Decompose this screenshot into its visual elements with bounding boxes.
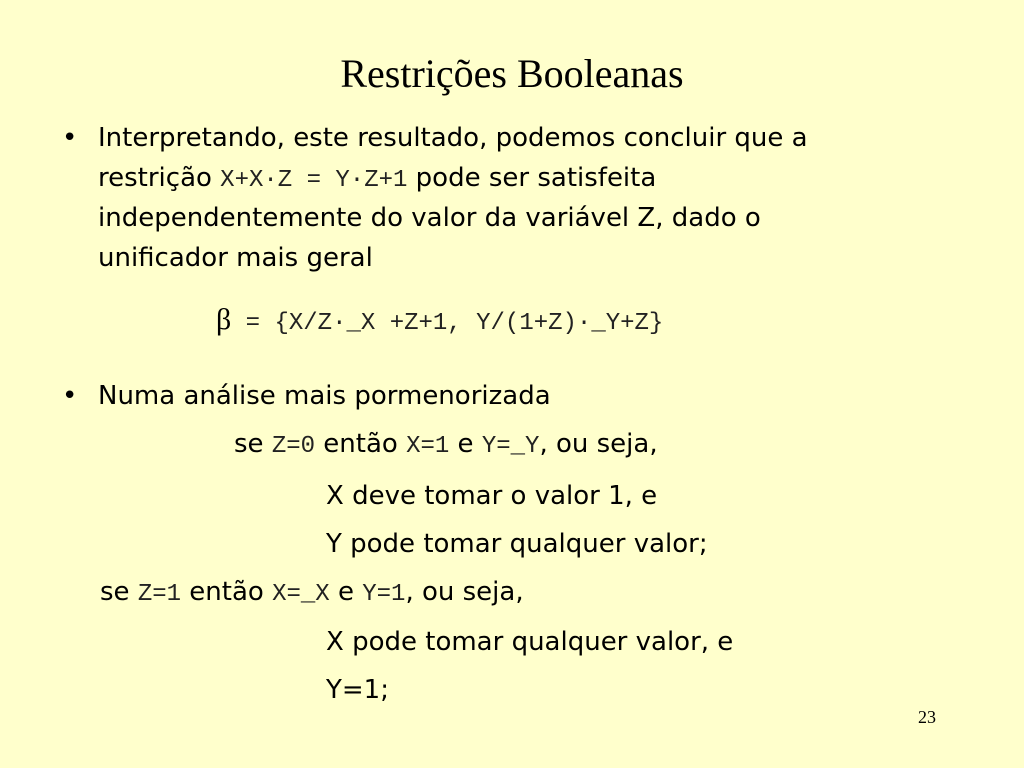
bullet-marker-1: •: [62, 123, 78, 153]
case2-condition: [100, 572, 524, 615]
case2-y-code: Y=1: [362, 581, 406, 608]
case2-cond-code: Z=1: [137, 581, 182, 608]
case2-entao: então: [181, 577, 273, 607]
most-general-unifier: [216, 300, 663, 344]
case1-se: se: [234, 429, 272, 459]
case1-ouseja: , ou seja,: [539, 429, 658, 459]
case2-ouseja: , ou seja,: [405, 577, 524, 607]
case1-condition: [234, 424, 658, 467]
case2-x-code: X=_X: [272, 581, 330, 608]
case1-y-code: Y=_Y: [481, 433, 540, 460]
case1-e: e: [449, 429, 482, 459]
case2-e: e: [329, 577, 363, 607]
bullet1-line3: independentemente do valor da variável Z, dado o: [98, 203, 761, 233]
case2-detail2: Y=1;: [326, 675, 389, 705]
bullet1-line1: Interpretando, este resultado, podemos concluir que a: [98, 123, 808, 153]
case1-x-code: X=1: [406, 433, 450, 460]
bullet1-line2-text2: pode ser satisfeita: [407, 163, 657, 193]
case1-cond-code: Z=0: [271, 433, 316, 460]
constraint-expression: X+X·Z = Y·Z+1: [220, 167, 408, 194]
case2-se: se: [100, 577, 138, 607]
page-number: 23: [918, 707, 936, 727]
bullet1-line2-text1: restrição: [98, 163, 221, 193]
beta-symbol: β: [216, 303, 232, 336]
case2-detail1: X pode tomar qualquer valor, e: [326, 627, 734, 657]
bullet-marker-2: •: [62, 381, 78, 411]
case1-detail2: Y pode tomar qualquer valor;: [326, 529, 708, 559]
bullet2-line1: Numa análise mais pormenorizada: [98, 381, 551, 411]
bullet1-line2: [98, 158, 656, 201]
case1-detail1: X deve tomar o valor 1, e: [326, 481, 658, 511]
bullet1-line4: unificador mais geral: [98, 243, 373, 273]
case1-entao: então: [315, 429, 407, 459]
slide-title: Restrições Booleanas: [340, 51, 684, 96]
unifier-expression: = {X/Z·_X +Z+1, Y/(1+Z)·_Y+Z}: [231, 310, 664, 337]
